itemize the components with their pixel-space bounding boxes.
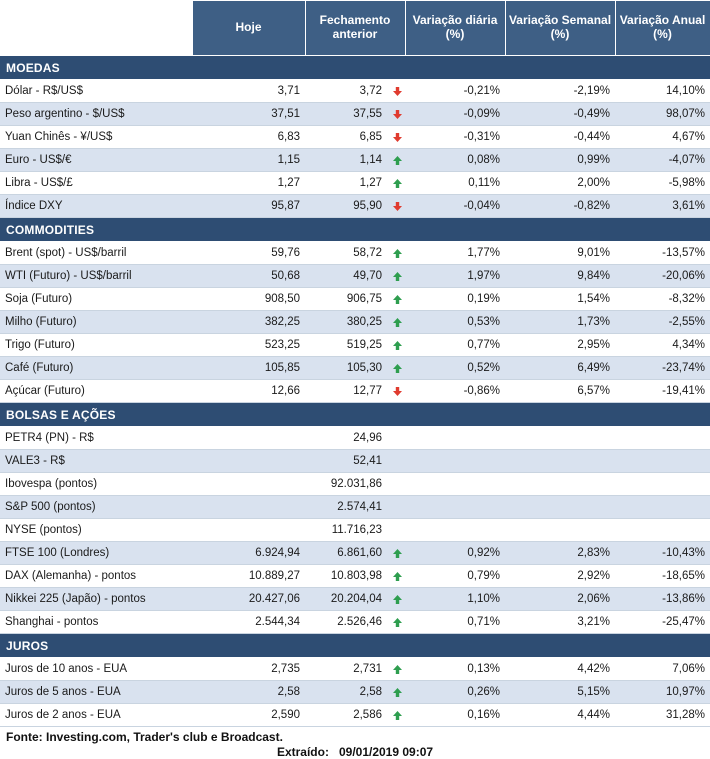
table-row	[0, 427, 710, 450]
footer-extracted	[0, 744, 710, 759]
row-hoje: 1,27	[192, 172, 305, 195]
row-variacao-anual: -19,41%	[615, 380, 710, 403]
row-variacao-diaria: 0,19%	[405, 288, 505, 311]
arrow-down-icon	[387, 380, 405, 403]
row-variacao-anual: 4,34%	[615, 334, 710, 357]
row-hoje: 6.924,94	[192, 542, 305, 565]
header-variacao-anual: Variação Anual (%)	[615, 1, 710, 56]
table-row	[0, 126, 710, 149]
row-fechamento-anterior: 12,77	[305, 380, 387, 403]
row-hoje: 2,590	[192, 704, 305, 727]
arrow-up-icon	[387, 588, 405, 611]
row-hoje: 2,58	[192, 681, 305, 704]
row-label: Açúcar (Futuro)	[0, 380, 192, 403]
row-hoje: 12,66	[192, 380, 305, 403]
row-label: Trigo (Futuro)	[0, 334, 192, 357]
row-label: WTI (Futuro) - US$/barril	[0, 265, 192, 288]
row-hoje: 2.544,34	[192, 611, 305, 634]
arrow-up-icon	[387, 565, 405, 588]
row-hoje	[192, 450, 305, 473]
row-variacao-anual	[615, 519, 710, 542]
arrow-down-icon	[387, 126, 405, 149]
row-variacao-anual: 3,61%	[615, 195, 710, 218]
row-label: Nikkei 225 (Japão) - pontos	[0, 588, 192, 611]
row-fechamento-anterior: 2,58	[305, 681, 387, 704]
row-hoje: 523,25	[192, 334, 305, 357]
row-variacao-diaria: 0,79%	[405, 565, 505, 588]
table-row	[0, 311, 710, 334]
row-variacao-diaria: 0,16%	[405, 704, 505, 727]
row-variacao-diaria: 0,71%	[405, 611, 505, 634]
row-label: Dólar - R$/US$	[0, 80, 192, 103]
section-title: JUROS	[0, 634, 710, 658]
arrow-none	[387, 496, 405, 519]
row-variacao-anual: 4,67%	[615, 126, 710, 149]
row-fechamento-anterior: 6.861,60	[305, 542, 387, 565]
row-variacao-diaria: -0,21%	[405, 80, 505, 103]
row-label: Milho (Futuro)	[0, 311, 192, 334]
row-fechamento-anterior: 11.716,23	[305, 519, 387, 542]
table-row	[0, 611, 710, 634]
row-variacao-semanal: 2,83%	[505, 542, 615, 565]
row-variacao-semanal: 9,84%	[505, 265, 615, 288]
row-label: Café (Futuro)	[0, 357, 192, 380]
row-fechamento-anterior: 2,586	[305, 704, 387, 727]
row-fechamento-anterior: 2,731	[305, 658, 387, 681]
row-variacao-anual	[615, 427, 710, 450]
row-variacao-anual: -13,57%	[615, 242, 710, 265]
table-row	[0, 450, 710, 473]
header-variacao-diaria: Variação diária (%)	[405, 1, 505, 56]
row-variacao-semanal: 1,54%	[505, 288, 615, 311]
row-hoje: 59,76	[192, 242, 305, 265]
row-variacao-diaria	[405, 450, 505, 473]
row-variacao-anual	[615, 496, 710, 519]
table-row	[0, 588, 710, 611]
arrow-down-icon	[387, 195, 405, 218]
arrow-up-icon	[387, 357, 405, 380]
row-variacao-anual: -2,55%	[615, 311, 710, 334]
arrow-up-icon	[387, 704, 405, 727]
row-variacao-diaria: 0,13%	[405, 658, 505, 681]
row-hoje: 95,87	[192, 195, 305, 218]
row-variacao-diaria: 1,77%	[405, 242, 505, 265]
table-row	[0, 542, 710, 565]
row-variacao-diaria: -0,04%	[405, 195, 505, 218]
arrow-none	[387, 427, 405, 450]
row-label: Brent (spot) - US$/barril	[0, 242, 192, 265]
row-variacao-semanal: 9,01%	[505, 242, 615, 265]
row-hoje: 908,50	[192, 288, 305, 311]
row-label: FTSE 100 (Londres)	[0, 542, 192, 565]
row-fechamento-anterior: 1,14	[305, 149, 387, 172]
row-hoje: 10.889,27	[192, 565, 305, 588]
section-header-row	[0, 56, 710, 80]
row-label: S&P 500 (pontos)	[0, 496, 192, 519]
row-variacao-diaria	[405, 496, 505, 519]
row-hoje: 37,51	[192, 103, 305, 126]
row-variacao-diaria: -0,31%	[405, 126, 505, 149]
row-label: Juros de 10 anos - EUA	[0, 658, 192, 681]
table-row	[0, 565, 710, 588]
table-row	[0, 519, 710, 542]
arrow-none	[387, 473, 405, 496]
row-variacao-semanal: -0,82%	[505, 195, 615, 218]
row-hoje: 50,68	[192, 265, 305, 288]
row-variacao-anual: 98,07%	[615, 103, 710, 126]
row-fechamento-anterior: 37,55	[305, 103, 387, 126]
row-label: Soja (Futuro)	[0, 288, 192, 311]
row-fechamento-anterior: 2.574,41	[305, 496, 387, 519]
row-hoje: 382,25	[192, 311, 305, 334]
row-variacao-semanal: 2,95%	[505, 334, 615, 357]
section-header-row	[0, 403, 710, 427]
row-fechamento-anterior: 10.803,98	[305, 565, 387, 588]
row-variacao-semanal	[505, 450, 615, 473]
row-variacao-anual: -25,47%	[615, 611, 710, 634]
table-row	[0, 658, 710, 681]
table-row	[0, 242, 710, 265]
row-hoje: 3,71	[192, 80, 305, 103]
row-variacao-semanal: -0,44%	[505, 126, 615, 149]
table-row	[0, 473, 710, 496]
row-variacao-anual: 10,97%	[615, 681, 710, 704]
row-variacao-semanal: 1,73%	[505, 311, 615, 334]
row-label: Shanghai - pontos	[0, 611, 192, 634]
footer-source: Fonte: Investing.com, Trader's club e Broadcast.	[6, 730, 283, 744]
arrow-up-icon	[387, 681, 405, 704]
header-variacao-semanal: Variação Semanal (%)	[505, 1, 615, 56]
row-variacao-semanal: 4,42%	[505, 658, 615, 681]
row-variacao-anual: -13,86%	[615, 588, 710, 611]
section-header-row	[0, 218, 710, 242]
row-variacao-anual: -4,07%	[615, 149, 710, 172]
table-row	[0, 704, 710, 727]
row-variacao-semanal: 2,92%	[505, 565, 615, 588]
arrow-down-icon	[387, 103, 405, 126]
table-row	[0, 265, 710, 288]
row-variacao-diaria: -0,09%	[405, 103, 505, 126]
row-variacao-semanal: 0,99%	[505, 149, 615, 172]
row-label: NYSE (pontos)	[0, 519, 192, 542]
row-fechamento-anterior: 380,25	[305, 311, 387, 334]
row-variacao-diaria: 0,52%	[405, 357, 505, 380]
section-title: COMMODITIES	[0, 218, 710, 242]
row-variacao-anual: 31,28%	[615, 704, 710, 727]
table-row	[0, 288, 710, 311]
row-variacao-diaria: 0,08%	[405, 149, 505, 172]
arrow-up-icon	[387, 334, 405, 357]
row-variacao-diaria	[405, 519, 505, 542]
row-label: Euro - US$/€	[0, 149, 192, 172]
footer-extracted-value: 09/01/2019 09:07	[338, 745, 434, 759]
row-variacao-anual: -5,98%	[615, 172, 710, 195]
row-variacao-semanal: 2,00%	[505, 172, 615, 195]
arrow-up-icon	[387, 288, 405, 311]
arrow-up-icon	[387, 311, 405, 334]
row-variacao-diaria	[405, 473, 505, 496]
table-row	[0, 149, 710, 172]
table-row	[0, 357, 710, 380]
row-variacao-semanal	[505, 473, 615, 496]
row-variacao-diaria: 1,10%	[405, 588, 505, 611]
arrow-none	[387, 519, 405, 542]
row-hoje: 6,83	[192, 126, 305, 149]
footer-extracted-label: Extraído:	[276, 745, 329, 759]
header-fechamento-anterior: Fechamento anterior	[305, 1, 405, 56]
row-variacao-anual: 7,06%	[615, 658, 710, 681]
table-row	[0, 496, 710, 519]
row-fechamento-anterior: 1,27	[305, 172, 387, 195]
row-variacao-semanal: 2,06%	[505, 588, 615, 611]
row-label: PETR4 (PN) - R$	[0, 427, 192, 450]
row-fechamento-anterior: 519,25	[305, 334, 387, 357]
row-variacao-semanal	[505, 427, 615, 450]
row-label: Ibovespa (pontos)	[0, 473, 192, 496]
table-header	[0, 1, 710, 56]
arrow-down-icon	[387, 80, 405, 103]
row-label: Peso argentino - $/US$	[0, 103, 192, 126]
row-fechamento-anterior: 3,72	[305, 80, 387, 103]
row-hoje: 105,85	[192, 357, 305, 380]
table-row	[0, 172, 710, 195]
row-variacao-diaria: 0,92%	[405, 542, 505, 565]
row-hoje	[192, 496, 305, 519]
row-hoje	[192, 519, 305, 542]
row-fechamento-anterior: 24,96	[305, 427, 387, 450]
row-variacao-anual: -10,43%	[615, 542, 710, 565]
row-variacao-diaria: 1,97%	[405, 265, 505, 288]
row-label: Índice DXY	[0, 195, 192, 218]
row-fechamento-anterior: 105,30	[305, 357, 387, 380]
section-title: BOLSAS E AÇÕES	[0, 403, 710, 427]
row-fechamento-anterior: 52,41	[305, 450, 387, 473]
row-label: Libra - US$/£	[0, 172, 192, 195]
arrow-up-icon	[387, 242, 405, 265]
row-variacao-semanal: 5,15%	[505, 681, 615, 704]
row-variacao-semanal: 3,21%	[505, 611, 615, 634]
row-variacao-semanal: 6,49%	[505, 357, 615, 380]
footer	[0, 727, 710, 759]
row-fechamento-anterior: 6,85	[305, 126, 387, 149]
arrow-up-icon	[387, 149, 405, 172]
row-label: DAX (Alemanha) - pontos	[0, 565, 192, 588]
row-variacao-anual: -23,74%	[615, 357, 710, 380]
row-variacao-diaria: 0,26%	[405, 681, 505, 704]
header-blank	[0, 1, 192, 56]
row-variacao-diaria: 0,77%	[405, 334, 505, 357]
row-label: Juros de 2 anos - EUA	[0, 704, 192, 727]
row-fechamento-anterior: 2.526,46	[305, 611, 387, 634]
row-variacao-semanal	[505, 496, 615, 519]
row-variacao-anual: -20,06%	[615, 265, 710, 288]
arrow-up-icon	[387, 172, 405, 195]
arrow-up-icon	[387, 658, 405, 681]
row-hoje: 20.427,06	[192, 588, 305, 611]
row-fechamento-anterior: 92.031,86	[305, 473, 387, 496]
row-variacao-anual: -18,65%	[615, 565, 710, 588]
row-fechamento-anterior: 20.204,04	[305, 588, 387, 611]
row-variacao-diaria	[405, 427, 505, 450]
table-row	[0, 681, 710, 704]
row-variacao-anual: 14,10%	[615, 80, 710, 103]
row-variacao-diaria: -0,86%	[405, 380, 505, 403]
table-row	[0, 334, 710, 357]
row-variacao-semanal: 4,44%	[505, 704, 615, 727]
table-body	[0, 56, 710, 727]
arrow-none	[387, 450, 405, 473]
row-hoje	[192, 427, 305, 450]
row-fechamento-anterior: 58,72	[305, 242, 387, 265]
row-label: Juros de 5 anos - EUA	[0, 681, 192, 704]
row-fechamento-anterior: 49,70	[305, 265, 387, 288]
row-variacao-semanal: -0,49%	[505, 103, 615, 126]
row-variacao-diaria: 0,53%	[405, 311, 505, 334]
row-hoje: 2,735	[192, 658, 305, 681]
table-row	[0, 380, 710, 403]
arrow-up-icon	[387, 265, 405, 288]
table-row	[0, 103, 710, 126]
section-header-row	[0, 634, 710, 658]
row-fechamento-anterior: 906,75	[305, 288, 387, 311]
row-variacao-semanal	[505, 519, 615, 542]
row-variacao-anual: -8,32%	[615, 288, 710, 311]
row-fechamento-anterior: 95,90	[305, 195, 387, 218]
section-title: MOEDAS	[0, 56, 710, 80]
row-label: VALE3 - R$	[0, 450, 192, 473]
row-variacao-semanal: -2,19%	[505, 80, 615, 103]
row-hoje	[192, 473, 305, 496]
arrow-up-icon	[387, 542, 405, 565]
row-hoje: 1,15	[192, 149, 305, 172]
row-variacao-anual	[615, 450, 710, 473]
arrow-up-icon	[387, 611, 405, 634]
header-hoje: Hoje	[192, 1, 305, 56]
table-row	[0, 80, 710, 103]
row-label: Yuan Chinês - ¥/US$	[0, 126, 192, 149]
row-variacao-anual	[615, 473, 710, 496]
row-variacao-diaria: 0,11%	[405, 172, 505, 195]
row-variacao-semanal: 6,57%	[505, 380, 615, 403]
table-row	[0, 195, 710, 218]
